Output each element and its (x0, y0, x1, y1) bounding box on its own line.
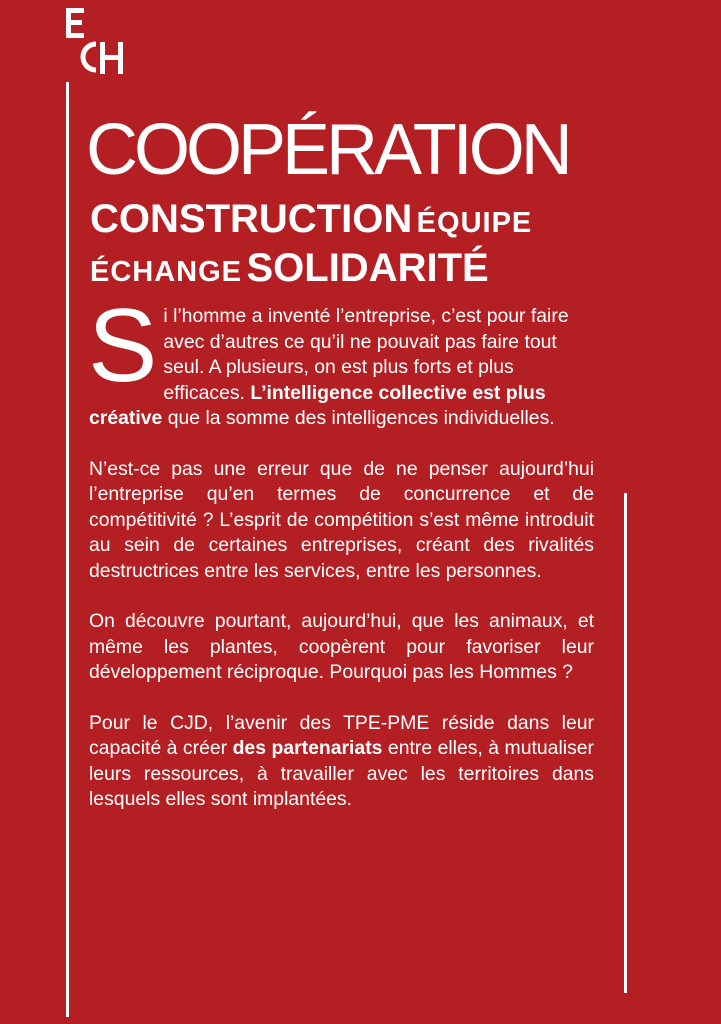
paragraph-3: On découvre pourtant, aujourd’hui, que les animaux, et même les plantes, coopèrent pour favoriser leur développement réciproque. Pourquoi pas les Hommes ? (89, 610, 594, 683)
body-text (88, 288, 595, 838)
keyword-equipe: ÉQUIPE (416, 207, 533, 239)
ech-logo (66, 8, 124, 74)
paragraph-1 (88, 288, 594, 432)
paragraph-4-text-b: entre elles, à mutualiser leurs ressources, à travailler avec les territoires dans lesquels elles sont implantées. (89, 737, 595, 810)
right-vertical-rule (624, 493, 627, 993)
keywords-line-1 (90, 197, 532, 242)
paragraph-4-text-a: Pour le CJD, l’avenir des TPE-PME réside dans leur capacité à créer (89, 711, 594, 759)
left-vertical-rule (66, 82, 69, 1017)
paragraph-2: N’est-ce pas une erreur que de ne penser aujourd’hui l’entreprise qu’en termes de concurrence et de compétitivité ? L’esprit de compétition s’est même introduit au sein de certaines entreprises, créant des rivalités destructrices entre les services, entre les personnes. (89, 457, 594, 582)
paragraph-4-bold: des partenariats (232, 737, 383, 759)
headline: COOPÉRATION (86, 110, 569, 190)
keyword-construction: CONSTRUCTION (90, 197, 413, 241)
paragraph-4 (89, 711, 594, 813)
paragraph-1-bold: L’intelligence collective est plus créative (89, 381, 546, 429)
drop-cap: S (88, 288, 158, 404)
paragraph-1-text-a: i l’homme a inventé l’entreprise, c’est pour faire avec d’autres ce qu’il ne pouvait pas faire tout seul. A plusieurs, on est plus forts et plus efficaces. (163, 305, 569, 404)
keyword-solidarite: SOLIDARITÉ (246, 246, 489, 290)
keyword-echange: ÉCHANGE (90, 256, 243, 288)
keywords-line-2 (90, 246, 489, 291)
paragraph-1-text-b: que la somme des intelligences individuelles. (162, 407, 555, 429)
